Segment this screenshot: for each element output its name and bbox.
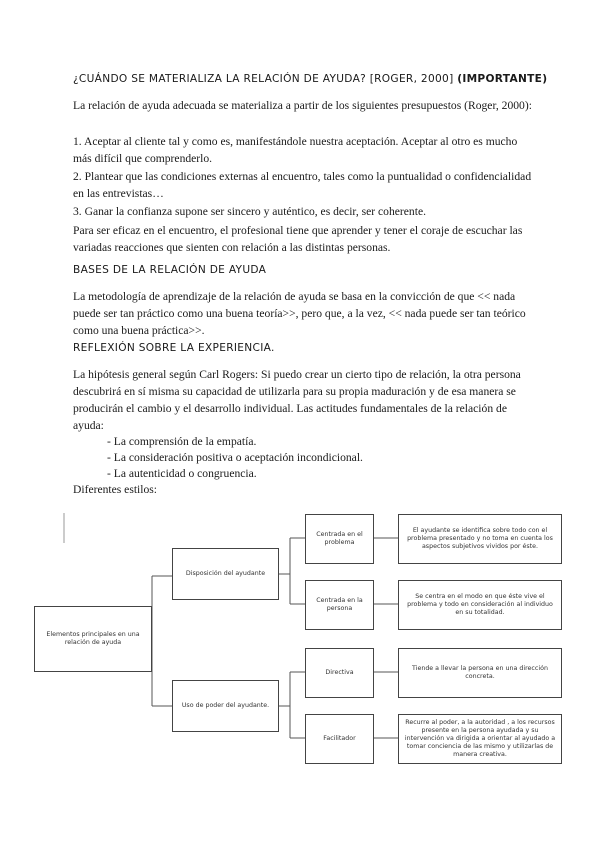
heading-reflexion: REFLEXIÓN SOBRE LA EXPERIENCIA. <box>73 342 275 354</box>
diagram-desc-persona: Se centra en el modo en que éste vive el problema y todo en consideración al individuo en su totalidad. <box>398 580 562 630</box>
paragraph-eficaz: Para ser eficaz en el encuentro, el profesional tiene que aprender y tener el coraje de escuchar las variadas reacciones que sienten con relación a las distintas personas. <box>73 224 523 254</box>
diagram-desc-problema: El ayudante se identifica sobre todo con el problema presentado y no toma en cuenta los aspectos subjetivos vividos por éste. <box>398 514 562 564</box>
list-item: - La autenticidad o congruencia. <box>107 467 257 480</box>
diagram-desc-facilitador: Recurre al poder, a la autoridad , a los recursos presente en la persona ayudada y su intervención va dirigida a orientar al ayudado a tomar conciencia de las mismo y utilizarlas de manera creativa. <box>398 714 562 764</box>
list-item: - La comprensión de la empatía. <box>107 435 257 448</box>
diagram-branch-disposicion: Disposición del ayudante <box>172 548 279 600</box>
paragraph-metodologia: La metodología de aprendizaje de la relación de ayuda se basa en la convicción de que << nada puede ser tan práctico como una buena teoría>>, pero que, a la vez, << nada puede ser tan teórico como una buena práctica>>. <box>73 290 526 337</box>
diagram-leaf-facilitador: Facilitador <box>305 714 374 764</box>
diagram-leaf-persona: Centrada en la persona <box>305 580 374 630</box>
list-item-2: 2. Plantear que las condiciones externas al encuentro, tales como la puntualidad o confidencialidad en las entrevistas… <box>73 170 532 200</box>
list-item-1: 1. Aceptar al cliente tal y como es, manifestándole nuestra aceptación. Aceptar al otro es mucho más difícil que comprenderlo. <box>73 135 518 165</box>
paragraph-hipotesis: La hipótesis general según Carl Rogers: Si puedo crear un cierto tipo de relación, la otra persona descubrirá en sí misma su capacidad de utilizarla para su propia maduración y de esa manera se producirán el cambio y el desarrollo individual. Las actitudes fundamentales de la relación de ayuda: <box>73 368 521 432</box>
paragraph-estilos: Diferentes estilos: <box>73 483 158 496</box>
diagram-branch-poder: Uso de poder del ayudante. <box>172 680 279 732</box>
diagram-root-node: Elementos principales en una relación de ayuda <box>34 606 152 672</box>
diagram-leaf-problema: Centrada en el problema <box>305 514 374 564</box>
diagram-desc-directiva: Tiende a llevar la persona en una dirección concreta. <box>398 648 562 698</box>
heading-bases: BASES DE LA RELACIÓN DE AYUDA <box>73 264 267 276</box>
heading-important: (IMPORTANTE) <box>457 73 548 85</box>
paragraph-presupuestos: La relación de ayuda adecuada se materializa a partir de los siguientes presupuestos (Roger, 2000): <box>73 99 532 112</box>
list-item: - La consideración positiva o aceptación incondicional. <box>107 451 363 464</box>
diagram-leaf-directiva: Directiva <box>305 648 374 698</box>
list-item-3: 3. Ganar la confianza supone ser sincero y auténtico, es decir, ser coherente. <box>73 205 426 218</box>
heading-text: ¿CUÁNDO SE MATERIALIZA LA RELACIÓN DE AYUDA? [ROGER, 2000] <box>73 73 458 85</box>
